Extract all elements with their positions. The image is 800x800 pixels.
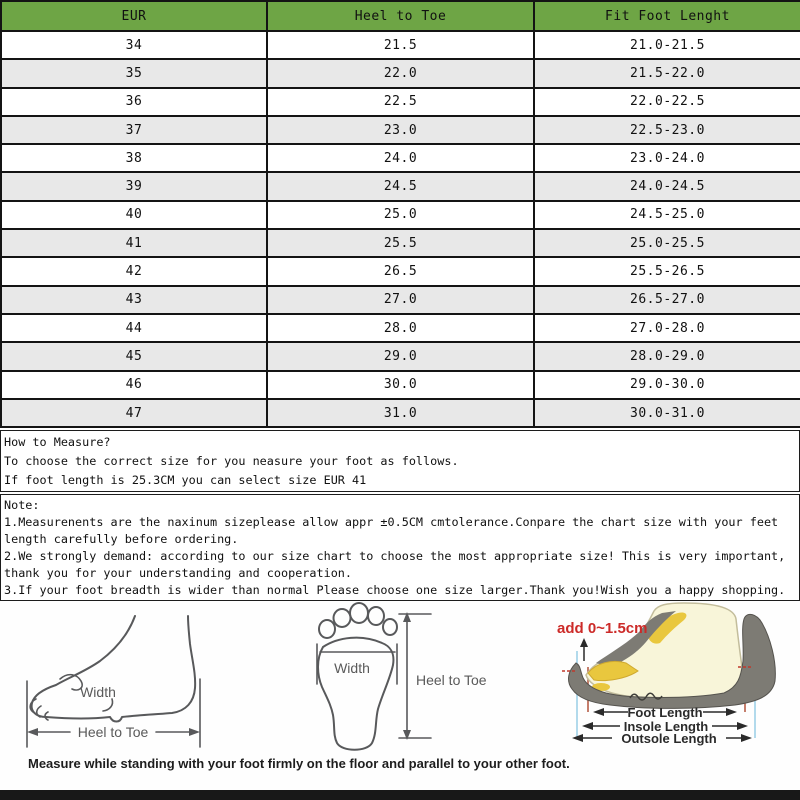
note-title: Note: [4,498,40,513]
table-cell: 34 [1,31,267,59]
header-cell-heel-to-toe: Heel to Toe [267,1,534,31]
table-cell: 21.0-21.5 [534,31,800,59]
table-cell: 42 [1,257,267,285]
measure-line: If foot length is 25.3CM you can select size EUR 41 [4,473,367,488]
side-foot-figure [27,616,200,747]
table-row [1,229,800,257]
size-table-body [1,31,800,427]
measure-title: How to Measure? [4,435,111,450]
footprint-width-label: Width [334,660,370,677]
table-cell: 30.0-31.0 [534,399,800,427]
note-item: 1.Measurenents are the naxinum sizeplease allow appr ±0.5CM cmtolerance.Conpare the chart size with your feet length carefully before ordering. [4,515,779,547]
table-row [1,371,800,399]
header-cell-fit-foot-length: Fit Foot Lenght [534,1,800,31]
table-row [1,116,800,144]
table-cell: 23.0-24.0 [534,144,800,172]
table-cell: 26.5 [267,257,534,285]
table-cell: 30.0 [267,371,534,399]
shoe-figure [557,603,775,746]
footprint-figure [317,603,487,750]
table-cell: 38 [1,144,267,172]
note-item: 2.We strongly demand: according to our size chart to choose the most appropriate size! This is very important, thank you for your understanding and cooperation. [4,549,786,581]
table-cell: 22.0 [267,59,534,87]
foot-length-label: Foot Length [627,705,703,721]
table-cell: 39 [1,172,267,200]
table-cell: 24.0 [267,144,534,172]
table-row [1,201,800,229]
table-cell: 46 [1,371,267,399]
table-cell: 35 [1,59,267,87]
table-cell: 28.0 [267,314,534,342]
table-header-row [1,1,800,31]
table-cell: 25.0-25.5 [534,229,800,257]
table-cell: 24.5-25.0 [534,201,800,229]
table-row [1,257,800,285]
table-cell: 29.0-30.0 [534,371,800,399]
table-cell: 47 [1,399,267,427]
table-row [1,342,800,370]
insole-length-label: Insole Length [623,719,709,735]
table-cell: 25.5-26.5 [534,257,800,285]
footprint-heel-to-toe-label: Heel to Toe [416,672,487,689]
table-cell: 37 [1,116,267,144]
measurement-diagram-svg [0,601,800,789]
table-cell: 25.0 [267,201,534,229]
add-length-label: add 0~1.5cm [557,620,648,638]
table-row [1,31,800,59]
table-row [1,314,800,342]
table-cell: 43 [1,286,267,314]
table-cell: 26.5-27.0 [534,286,800,314]
header-cell-eur: EUR [1,1,267,31]
table-row [1,399,800,427]
note-box [0,494,800,601]
table-cell: 22.0-22.5 [534,88,800,116]
table-cell: 21.5 [267,31,534,59]
table-row [1,286,800,314]
table-cell: 44 [1,314,267,342]
measurement-diagram [0,601,800,790]
table-cell: 21.5-22.0 [534,59,800,87]
table-cell: 22.5-23.0 [534,116,800,144]
side-foot-heel-to-toe-label: Heel to Toe [77,724,149,741]
table-cell: 29.0 [267,342,534,370]
table-cell: 24.0-24.5 [534,172,800,200]
table-cell: 36 [1,88,267,116]
table-row [1,59,800,87]
table-row [1,172,800,200]
table-cell: 40 [1,201,267,229]
table-cell: 45 [1,342,267,370]
table-row [1,144,800,172]
diagram-caption: Measure while standing with your foot firmly on the floor and parallel to your other foot. [28,756,570,772]
table-cell: 23.0 [267,116,534,144]
table-cell: 27.0-28.0 [534,314,800,342]
side-foot-width-label: Width [80,684,116,701]
table-cell: 31.0 [267,399,534,427]
table-cell: 28.0-29.0 [534,342,800,370]
table-cell: 27.0 [267,286,534,314]
measure-line: To choose the correct size for you neasure your foot as follows. [4,454,459,469]
bottom-bar [0,790,800,800]
outsole-length-label: Outsole Length [621,731,717,747]
table-cell: 22.5 [267,88,534,116]
note-item: 3.If your foot breadth is wider than normal Please choose one size larger.Thank you!Wish you a happy shopping. [4,583,786,598]
table-cell: 24.5 [267,172,534,200]
table-cell: 41 [1,229,267,257]
how-to-measure-box [0,430,800,492]
table-row [1,88,800,116]
table-cell: 25.5 [267,229,534,257]
